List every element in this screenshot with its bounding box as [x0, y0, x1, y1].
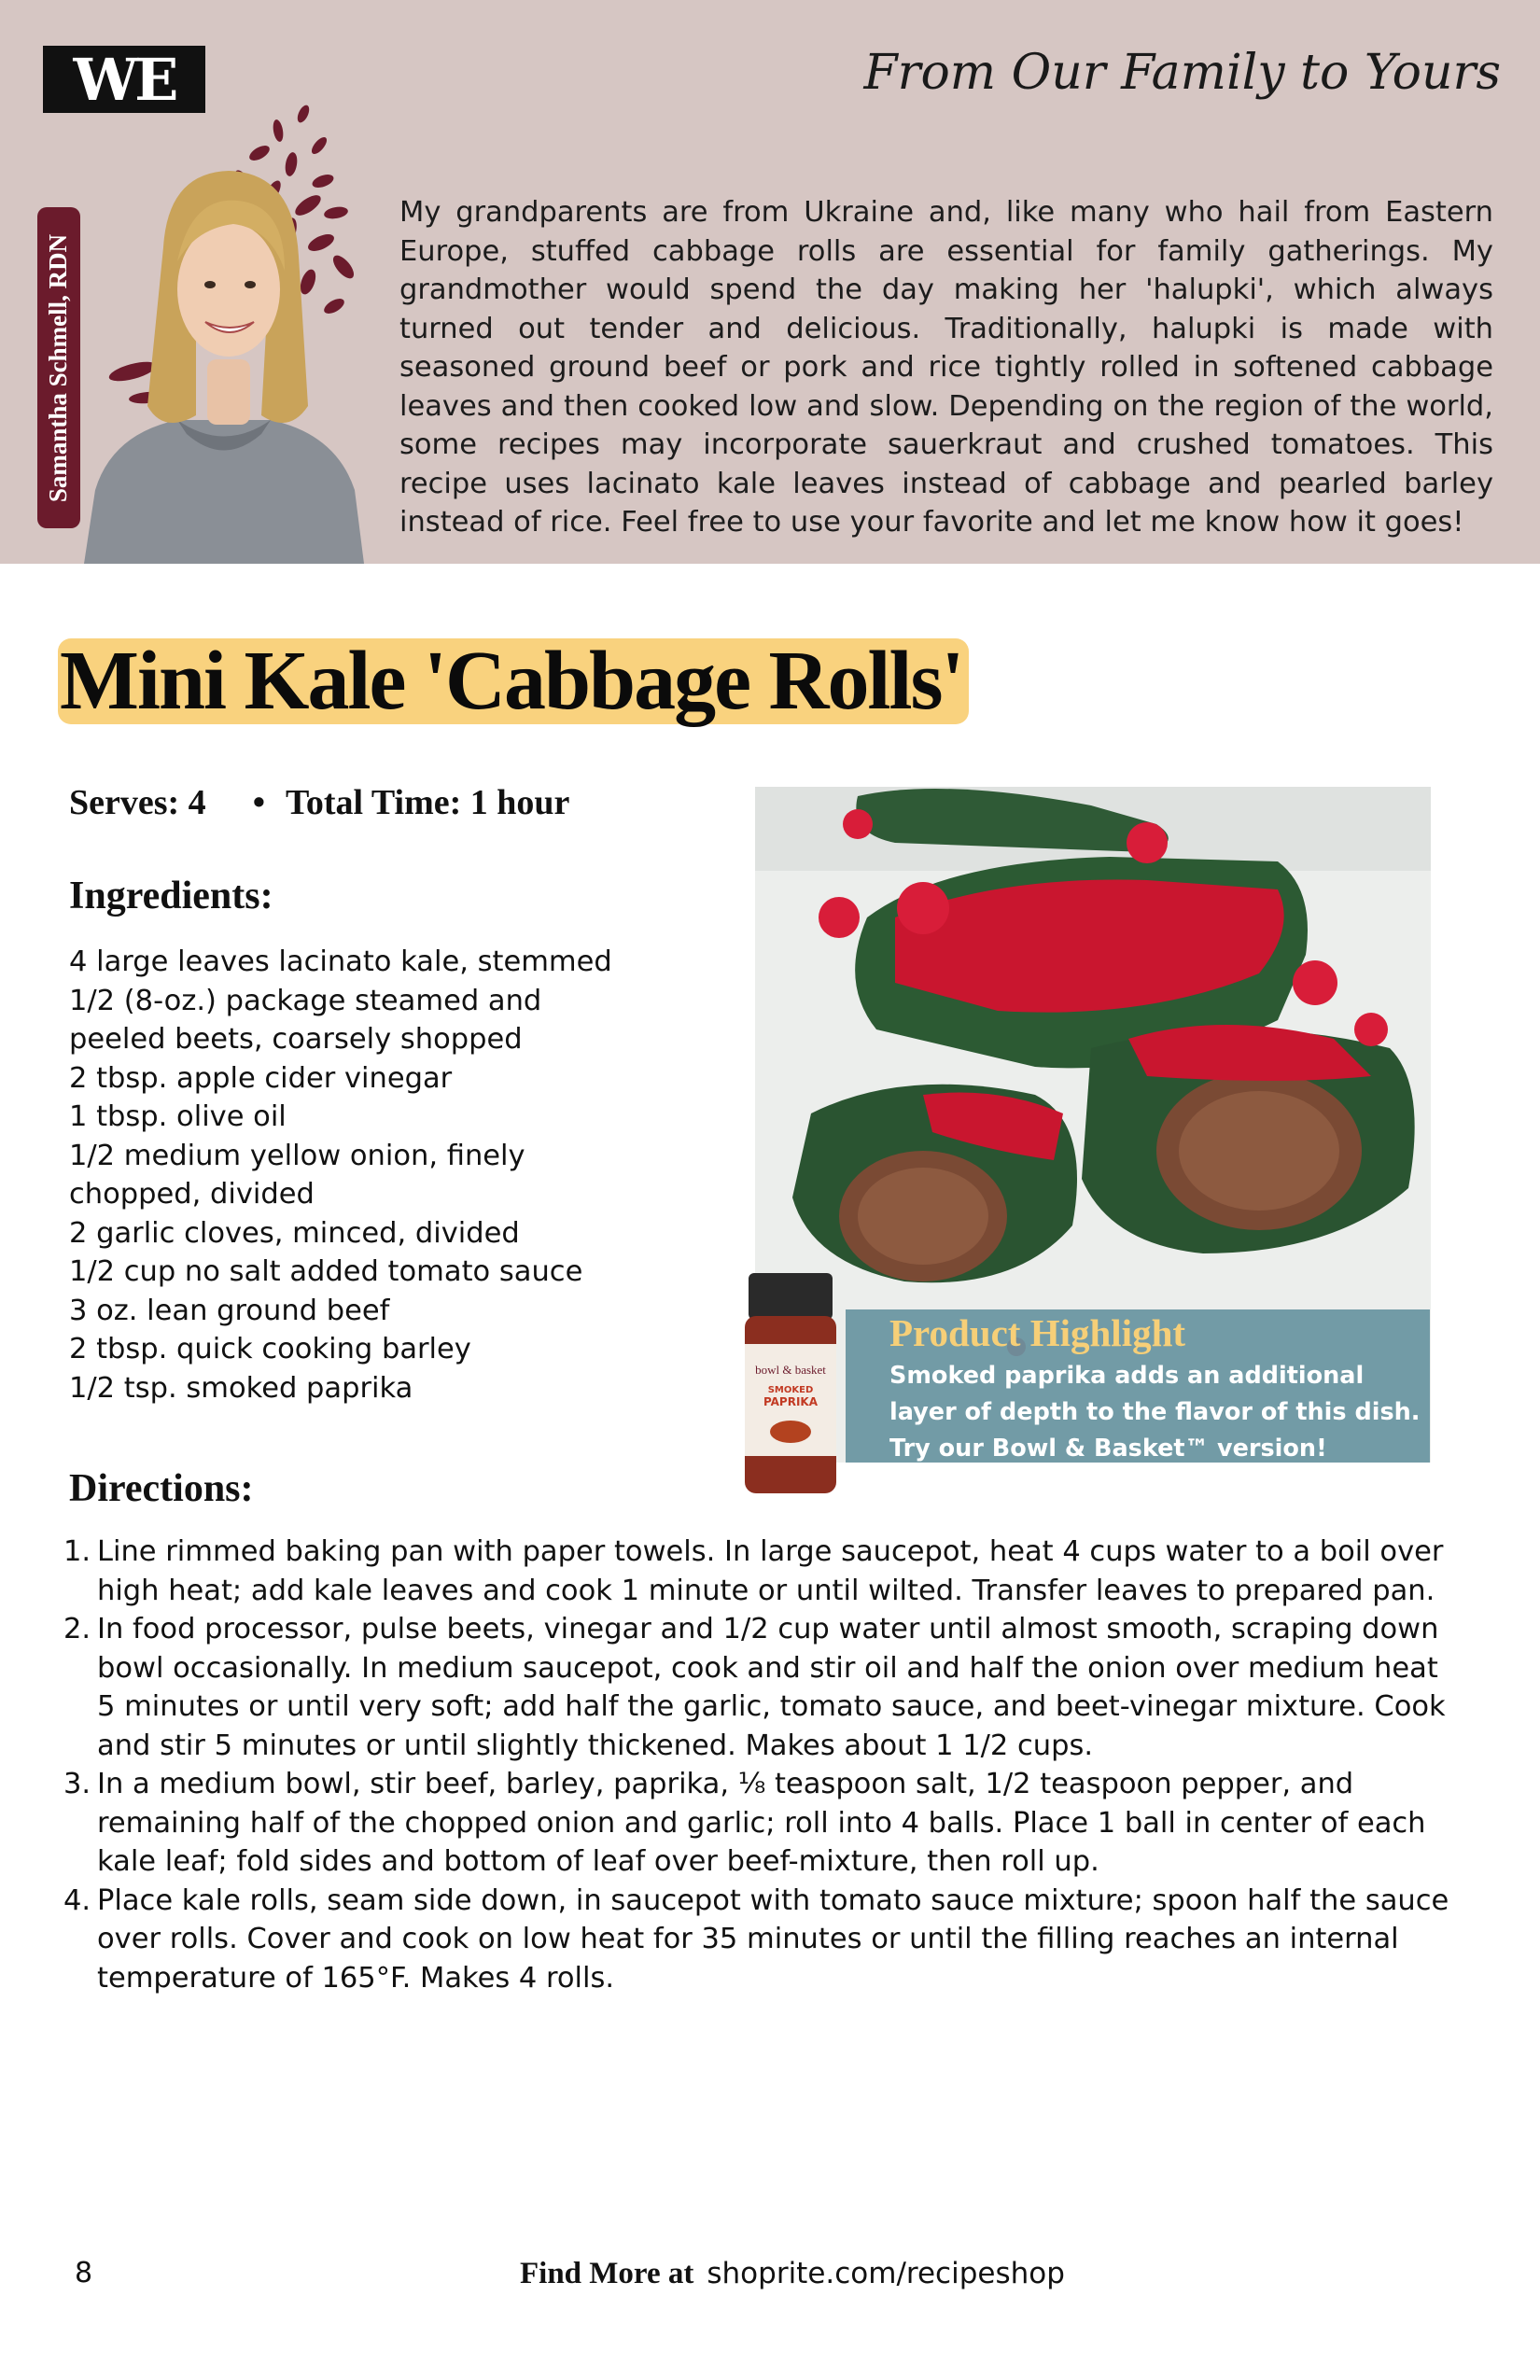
product-highlight-text — [889, 1358, 1430, 1467]
footer-link[interactable]: shoprite.com/recipeshop — [707, 2257, 1065, 2290]
directions-list — [63, 1533, 1450, 1997]
product-highlight-heading: Product Highlight — [889, 1311, 1186, 1354]
step-text: Place kale rolls, seam side down, in saucepot with tomato sauce mixture; spoon half the sauce over rolls. Cover and cook on low heat for 35 minutes or until the filling reaches an internal temperature of 165°F. Makes 4 rolls. — [97, 1883, 1449, 1995]
author-portrait — [75, 98, 373, 564]
find-more-label: Find More at — [520, 2257, 694, 2290]
paprika-jar-image — [735, 1271, 846, 1495]
ingredients-list — [69, 943, 612, 1407]
direction-step — [63, 1533, 1450, 1610]
direction-step — [63, 1610, 1450, 1765]
recipe-meta — [69, 782, 569, 823]
jar-brand: bowl & basket — [755, 1363, 826, 1377]
tagline: From Our Family to Yours — [863, 45, 1501, 101]
ingredient-line: 1/2 medium yellow onion, finely — [69, 1139, 525, 1172]
ingredient-line: 1/2 cup no salt added tomato sauce — [69, 1255, 583, 1288]
footer — [520, 2257, 1065, 2291]
recipe-title: Mini Kale 'Cabbage Rolls' — [60, 635, 963, 727]
step-number: 4. — [63, 1883, 91, 1917]
directions-heading: Directions: — [69, 1467, 254, 1510]
ingredient-line: 1/2 tsp. smoked paprika — [69, 1371, 413, 1405]
product-highlight-line: layer of depth to the flavor of this dish. — [889, 1398, 1421, 1426]
serves: Serves: 4 — [69, 783, 206, 822]
product-highlight-box — [846, 1309, 1430, 1463]
direction-step — [63, 1882, 1450, 1998]
product-highlight-line: Try our Bowl & Basket™ version! — [889, 1435, 1327, 1463]
ingredient-line: peeled beets, coarsely shopped — [69, 1023, 523, 1056]
jar-label-bottom: PAPRIKA — [763, 1395, 819, 1408]
ingredient-line: 2 garlic cloves, minced, divided — [69, 1216, 520, 1250]
ingredients-heading: Ingredients: — [69, 875, 273, 917]
ingredient-line: 2 tbsp. apple cider vinegar — [69, 1061, 453, 1095]
total-time: Total Time: 1 hour — [286, 783, 570, 822]
bullet-separator: • — [252, 783, 265, 822]
step-text: In food processor, pulse beets, vinegar and 1/2 cup water until almost smooth, scraping down bowl occasionally. In medium saucepot, cook and stir oil and half the onion over medium heat 5 minutes or until very soft; add half the garlic, tomato sauce, and beet-vinegar mixture. Cook and stir 5 minutes or until slightly thickened. Makes about 1 1/2 cups. — [97, 1613, 1446, 1762]
step-number: 3. — [63, 1768, 91, 1800]
step-text: In a medium bowl, stir beef, barley, paprika, ⅛ teaspoon salt, 1/2 teaspoon pepper, and remaining half of the chopped onion and garlic; roll into 4 balls. Place 1 ball in center of each kale leaf; fold sides and bottom of leaf over beef-mixture, then roll up. — [97, 1768, 1426, 1878]
recipe-title-highlight — [58, 635, 969, 727]
direction-step — [63, 1765, 1450, 1882]
product-highlight-line: Smoked paprika adds an additional — [889, 1362, 1365, 1390]
page-number: 8 — [75, 2257, 93, 2289]
author-name: Samantha Schmell, RDN — [44, 233, 73, 502]
ingredient-line: chopped, divided — [69, 1178, 315, 1211]
ingredient-line: 3 oz. lean ground beef — [69, 1294, 390, 1327]
step-number: 1. — [63, 1535, 91, 1568]
ingredient-line: 4 large leaves lacinato kale, stemmed — [69, 945, 612, 978]
jar-label-top: SMOKED — [767, 1385, 814, 1395]
ingredient-line: 2 tbsp. quick cooking barley — [69, 1333, 471, 1365]
ingredient-line: 1 tbsp. olive oil — [69, 1100, 287, 1133]
intro-paragraph: My grandparents are from Ukraine and, like many who hail from Eastern Europe, stuffed cabbage rolls are essential for family gatherings. My grandmother would spend the day making her 'halupki', which always turned out tender and delicious. Traditionally, halupki is made with seasoned ground beef or pork and rice tightly rolled in softened cabbage leaves and then cooked low and slow. Depending on the region of the world, some recipes may incorporate sauerkraut and crushed tomatoes. This recipe uses lacinato kale leaves instead of cabbage and pearled barley instead of rice. Feel free to use your favorite and let me know how it goes! — [399, 196, 1493, 539]
step-number: 2. — [63, 1613, 91, 1645]
ingredient-line: 1/2 (8-oz.) package steamed and — [69, 984, 542, 1017]
step-text: Line rimmed baking pan with paper towels. In large saucepot, heat 4 cups water to a boil over high heat; add kale leaves and cook 1 minute or until wilted. Transfer leaves to prepared pan. — [97, 1535, 1444, 1607]
header-banner — [0, 0, 1540, 564]
brand-logo: WE — [43, 46, 205, 113]
